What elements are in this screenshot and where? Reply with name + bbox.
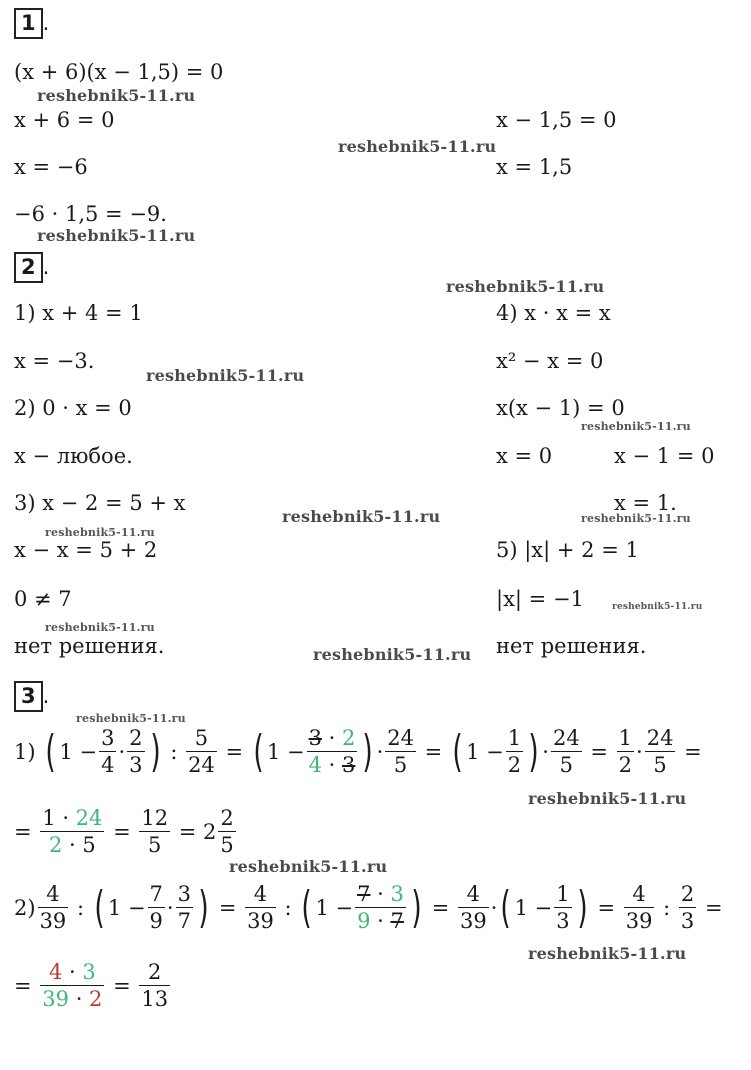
watermark: reshebnik5-11.ru <box>45 621 155 634</box>
p2-left-line-8: нет решения. <box>14 634 165 658</box>
p1-equation: (x + 6)(x − 1,5) = 0 <box>14 60 224 84</box>
watermark: reshebnik5-11.ru <box>581 512 691 525</box>
p2-left-line-2: x = −3. <box>14 349 95 373</box>
watermark: reshebnik5-11.ru <box>37 86 196 105</box>
section-number: 1 <box>14 8 43 39</box>
p2-right-line-6: x = 1. <box>614 491 677 515</box>
watermark: reshebnik5-11.ru <box>612 602 703 612</box>
watermark: reshebnik5-11.ru <box>528 789 687 808</box>
item-label: 2) <box>14 895 36 920</box>
p2-right-line-2: x² − x = 0 <box>496 349 604 373</box>
p1-left-line-2: x = −6 <box>14 155 88 179</box>
p2-right-line-5: x − 1 = 0 <box>614 444 715 468</box>
section-1-header <box>14 13 49 34</box>
section-dot: . <box>42 684 50 708</box>
watermark: reshebnik5-11.ru <box>45 526 155 539</box>
p2-right-line-4: x = 0 <box>496 444 553 468</box>
p2-left-line-5: 3) x − 2 = 5 + x <box>14 491 186 515</box>
watermark: reshebnik5-11.ru <box>37 226 196 245</box>
watermark: reshebnik5-11.ru <box>338 137 497 156</box>
p1-result: −6 · 1,5 = −9. <box>14 202 167 226</box>
watermark: reshebnik5-11.ru <box>528 944 687 963</box>
section-number: 3 <box>14 681 43 712</box>
p3-line-1: 1) ( 1 − $\frac{3}{4}$ · $\frac{2}{3}$ ) : $\frac{5}{24}$ = ( 1 − $\frac{3 \cdot 2}{4 \cdot 3}$ ) · $\frac{24}{5}$ = ( 1 − $\frac{1}{2}$ ) · $\frac{24}{5}$ = $\frac{1}{2}$ · $\frac{24}{5}$ = <box>14 726 702 777</box>
item-label: 1) <box>14 739 36 764</box>
p2-right-line-8: |x| = −1 <box>496 587 584 611</box>
section-dot: . <box>42 255 50 279</box>
section-2-header <box>14 257 49 278</box>
watermark: reshebnik5-11.ru <box>581 420 691 433</box>
p2-right-line-9: нет решения. <box>496 634 647 658</box>
p1-right-line-1: x − 1,5 = 0 <box>496 108 617 132</box>
p3-line-4: = $\frac{4 \cdot 3}{39 \cdot 2}$ = $\frac{2}{13}$ <box>14 960 169 1011</box>
p2-right-line-1: 4) x · x = x <box>496 301 611 325</box>
watermark: reshebnik5-11.ru <box>313 645 472 664</box>
section-3-header <box>14 686 49 707</box>
section-dot: . <box>42 11 50 35</box>
watermark: reshebnik5-11.ru <box>146 366 305 385</box>
section-number: 2 <box>14 252 43 283</box>
p2-left-line-3: 2) 0 · x = 0 <box>14 396 132 420</box>
p2-left-line-6: x − x = 5 + 2 <box>14 538 158 562</box>
watermark: reshebnik5-11.ru <box>76 712 186 725</box>
p2-left-line-1: 1) x + 4 = 1 <box>14 301 143 325</box>
watermark: reshebnik5-11.ru <box>282 507 441 526</box>
p3-line-2: = $\frac{1 \cdot 24}{2 \cdot 5}$ = $\frac{12}{5}$ = 2 $\frac{2}{5}$ <box>14 806 234 857</box>
watermark: reshebnik5-11.ru <box>229 857 388 876</box>
p2-right-line-3: x(x − 1) = 0 <box>496 396 625 420</box>
p2-left-line-7: 0 ≠ 7 <box>14 587 72 611</box>
p3-line-3: 2) $\frac{4}{39}$ : ( 1 − $\frac{7}{9}$ · $\frac{3}{7}$ ) = $\frac{4}{39}$ : ( 1 − $\frac{7 \cdot 3}{9 \cdot 7}$ ) = $\frac{4}{39}$ · ( 1 − $\frac{1}{3}$ ) = $\frac{4}{39}$ : $\frac{2}{3}$ = <box>14 882 723 933</box>
p2-left-line-4: x − любое. <box>14 444 133 468</box>
watermark: reshebnik5-11.ru <box>446 277 605 296</box>
p1-left-line-1: x + 6 = 0 <box>14 108 115 132</box>
p1-right-line-2: x = 1,5 <box>496 155 573 179</box>
p2-right-line-7: 5) |x| + 2 = 1 <box>496 538 639 562</box>
